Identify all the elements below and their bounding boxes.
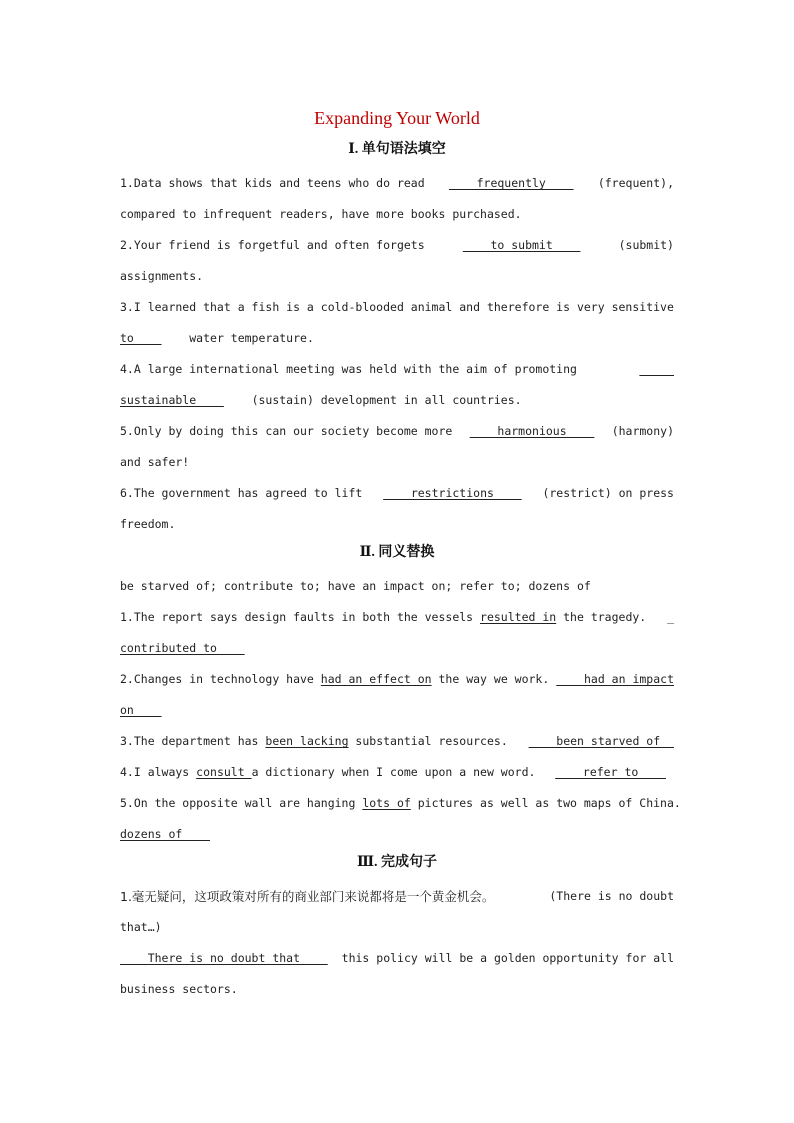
exercise-1-2-cont [120, 261, 674, 292]
exercise-1-6-cont [120, 509, 674, 540]
word-bank-text: be starved of; contribute to; have an impact on; refer to; dozens of [120, 579, 591, 593]
question-hint: (There is no doubt [549, 889, 674, 903]
question-text: 6.The government has agreed to lift [120, 486, 363, 500]
question-text: and safer! [120, 455, 190, 469]
question-text: 2.Changes in technology have [120, 672, 321, 686]
answer-blank: frequently [448, 176, 574, 190]
answer-blank: to submit [462, 238, 581, 252]
exercise-1-4 [120, 354, 674, 385]
section-heading-2: Ⅱ. 同义替换 [359, 545, 435, 560]
exercise-2-5-cont [120, 819, 674, 850]
document-page [120, 104, 681, 1005]
question-text: 5.On the opposite wall are hanging [120, 796, 363, 810]
answer-blank: on [120, 703, 162, 717]
answer-blank: harmonious [469, 424, 595, 438]
question-text: assignments. [120, 269, 204, 283]
answer-blank: There is no doubt that [120, 951, 328, 965]
question-hint: (submit) [618, 238, 674, 252]
answer-blank: to [120, 331, 162, 345]
answer-blank [639, 354, 674, 385]
question-text: compared to infrequent readers, have more books purchased. [120, 207, 522, 221]
answer-blank: been starved of [528, 734, 674, 748]
underlined-phrase: resulted in [480, 610, 557, 624]
exercise-1-1-cont [120, 199, 674, 230]
exercise-2-2 [120, 664, 674, 695]
question-text-chinese: 1.毫无疑问，这项政策对所有的商业部门来说都将是一个黄金机会。 [120, 889, 495, 904]
question-text: this policy will be a golden opportunity for all [341, 951, 674, 965]
question-text: 3.The department has [120, 734, 266, 748]
underlined-phrase: consult [196, 765, 252, 779]
question-text: business sectors. [120, 982, 238, 996]
word-bank [120, 571, 674, 602]
question-text: substantial resources. [348, 734, 508, 748]
exercise-3-1-cont [120, 974, 674, 1005]
exercise-2-1-cont [120, 633, 674, 664]
question-text: the way we work. [431, 672, 550, 686]
exercise-2-2-cont [120, 695, 674, 726]
answer-blank: sustainable [120, 393, 224, 407]
question-text: 1.Data shows that kids and teens who do read [120, 176, 425, 190]
exercise-1-5-cont [120, 447, 674, 478]
question-text: 4.A large international meeting was held with the aim of promoting [120, 362, 577, 376]
question-text: 4.I always [120, 765, 197, 779]
exercise-2-1 [120, 602, 674, 633]
question-hint: that…) [120, 920, 162, 934]
exercise-3-1-hint-cont [120, 912, 674, 943]
answer-blank-start: _ [667, 610, 674, 624]
underlined-phrase: lots of [362, 796, 411, 810]
section-heading-3: Ⅲ. 完成句子 [356, 855, 438, 870]
question-text: a dictionary when I come upon a new word. [251, 765, 536, 779]
question-text: pictures as well as two maps of China. [410, 796, 681, 810]
question-text: 5.Only by doing this can our society become more [120, 424, 453, 438]
document-title: Expanding Your World [314, 108, 480, 128]
question-text: 2.Your friend is forgetful and often forgets [120, 238, 425, 252]
exercise-1-2 [120, 230, 674, 261]
question-hint: (harmony) [611, 424, 674, 438]
exercise-1-1 [120, 168, 674, 199]
answer-blank: contributed to [120, 641, 245, 655]
exercise-1-4-cont [120, 385, 674, 416]
exercise-3-1-answer [120, 943, 674, 974]
answer-blank: refer to [555, 765, 666, 779]
question-text: 3.I learned that a fish is a cold-blooded animal and therefore is very sensitive [120, 300, 674, 314]
section-heading-1: Ⅰ. 单句语法填空 [348, 142, 446, 157]
question-text: water temperature. [189, 331, 314, 345]
question-text: the tragedy. [556, 610, 647, 624]
answer-blank: dozens of [120, 827, 211, 841]
exercise-1-3 [120, 292, 674, 323]
exercise-1-5 [120, 416, 674, 447]
exercise-1-6 [120, 478, 674, 509]
question-text: (sustain) development in all countries. [251, 393, 522, 407]
answer-blank: had an impact [556, 672, 674, 686]
underlined-phrase: had an effect on [320, 672, 432, 686]
answer-blank: restrictions [383, 486, 522, 500]
exercise-2-5 [120, 788, 681, 819]
question-hint: (restrict) on press [542, 486, 674, 500]
question-hint: (frequent), [597, 176, 674, 190]
question-text: freedom. [120, 517, 176, 531]
underlined-phrase: been lacking [265, 734, 349, 748]
exercise-3-1 [120, 881, 674, 912]
question-text: 1.The report says design faults in both the vessels [120, 610, 481, 624]
exercise-2-3 [120, 726, 674, 757]
exercise-1-3-cont [120, 323, 674, 354]
exercise-2-4 [120, 757, 674, 788]
